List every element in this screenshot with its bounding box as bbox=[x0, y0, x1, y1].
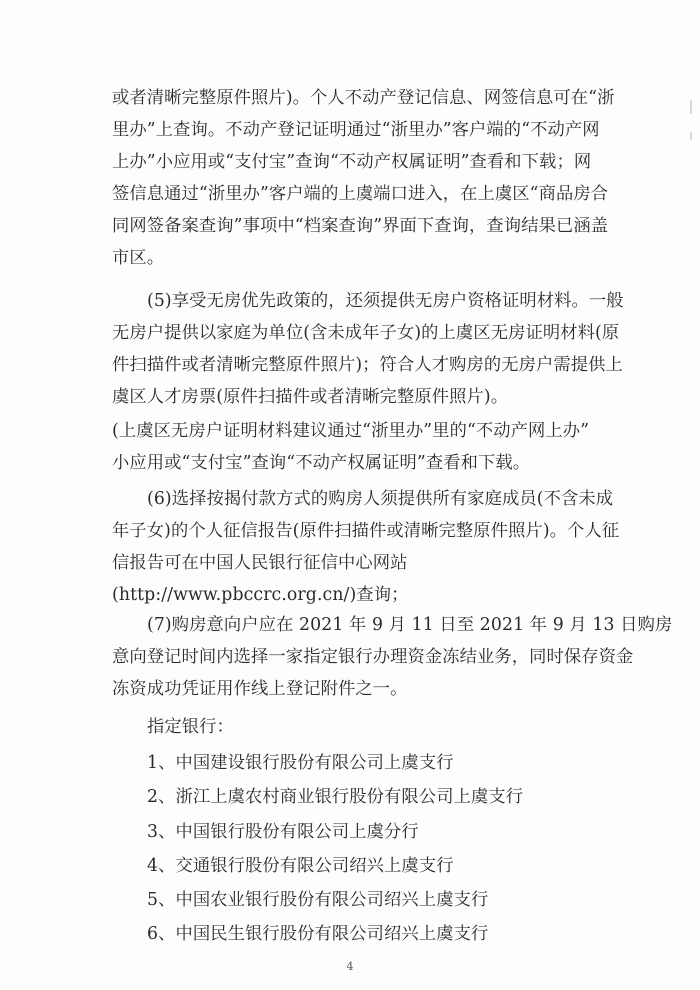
text-line: 无房户提供以家庭为单位(含未成年子女)的上虞区无房证明材料(原 bbox=[112, 323, 620, 343]
text-line: (上虞区无房户证明材料建议通过“浙里办”里的“不动产网上办” bbox=[112, 421, 590, 441]
text-line: 同网签备案查询”事项中“档案查询”界面下查询，查询结果已涵盖 bbox=[112, 216, 609, 236]
text-line: (5)享受无房优先政策的，还须提供无房户资格证明材料。一般 bbox=[147, 291, 624, 311]
bank-list-item: 6、中国民生银行股份有限公司绍兴上虞支行 bbox=[147, 924, 489, 944]
url-line: (http://www.pbccrc.org.cn/)查询； bbox=[112, 585, 409, 605]
text-line: 小应用或“支付宝”查询“不动产权属证明”查看和下载。 bbox=[112, 453, 531, 473]
scan-mark bbox=[690, 100, 692, 114]
page-number: 4 bbox=[346, 960, 354, 973]
text-line: 信报告可在中国人民银行征信中心网站 bbox=[112, 553, 408, 573]
text-line: 签信息通过“浙里办”客户端的上虞端口进入，在上虞区“商品房合 bbox=[112, 184, 609, 204]
bank-list-item: 2、浙江上虞农村商业银行股份有限公司上虞支行 bbox=[147, 787, 524, 807]
text-line: (7)购房意向户应在 2021 年 9 月 11 日至 2021 年 9 月 13 日购房 bbox=[147, 615, 673, 635]
scan-mark bbox=[690, 132, 692, 140]
text-line: 件扫描件或者清晰完整原件照片)；符合人才购房的无房户需提供上 bbox=[112, 355, 623, 375]
text-line: 上办”小应用或“支付宝”查询“不动产权属证明”查看和下载；网 bbox=[112, 152, 592, 172]
banks-heading: 指定银行： bbox=[147, 717, 234, 737]
bank-list-item: 3、中国银行股份有限公司上虞分行 bbox=[147, 822, 419, 842]
text-line: 市区。 bbox=[112, 248, 165, 268]
text-line: (6)选择按揭付款方式的购房人须提供所有家庭成员(不含未成 bbox=[147, 489, 614, 509]
text-line: 虞区人才房票(原件扫描件或者清晰完整原件照片)。 bbox=[112, 387, 509, 407]
text-line: 年子女)的个人征信报告(原件扫描件或清晰完整原件照片)。个人征 bbox=[112, 521, 620, 541]
text-line: 冻资成功凭证用作线上登记附件之一。 bbox=[112, 679, 408, 699]
text-line: 意向登记时间内选择一家指定银行办理资金冻结业务，同时保存资金 bbox=[112, 647, 634, 667]
bank-list-item: 4、交通银行股份有限公司绍兴上虞支行 bbox=[147, 856, 454, 876]
text-line: 或者清晰完整原件照片)。个人不动产登记信息、网签信息可在“浙 bbox=[112, 88, 615, 108]
text-line: 里办”上查询。不动产登记证明通过“浙里办”客户端的“不动产网 bbox=[112, 120, 600, 140]
bank-list-item: 1、中国建设银行股份有限公司上虞支行 bbox=[147, 753, 454, 773]
bank-list-item: 5、中国农业银行股份有限公司绍兴上虞支行 bbox=[147, 890, 489, 910]
